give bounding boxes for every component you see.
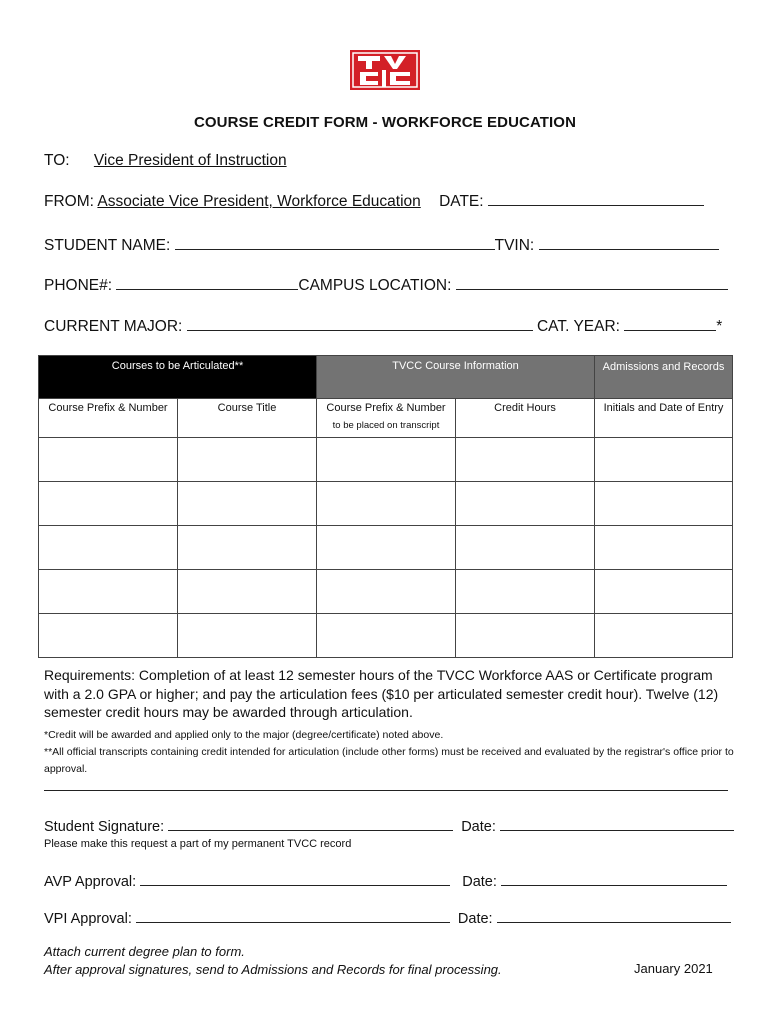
table-row (39, 526, 733, 570)
form-title: COURSE CREDIT FORM - WORKFORCE EDUCATION (193, 114, 577, 131)
header-courses-articulated: Courses to be Articulated** (39, 356, 317, 399)
footer-line-1: Attach current degree plan to form. (44, 944, 245, 959)
major-line (44, 316, 722, 336)
from-label: FROM: (44, 193, 94, 210)
student-date-field[interactable] (500, 816, 734, 831)
cell-input[interactable] (178, 614, 317, 658)
col-tvcc-prefix-label: Course Prefix & Number (326, 402, 446, 414)
student-line (44, 235, 719, 255)
cell-input[interactable] (456, 438, 595, 482)
cell-input[interactable] (317, 614, 456, 658)
vpi-signature-field[interactable] (136, 908, 450, 923)
phone-label: PHONE#: (44, 277, 113, 294)
to-value: Vice President of Instruction (93, 152, 287, 169)
date-field[interactable] (488, 191, 704, 206)
cell-input[interactable] (456, 570, 595, 614)
student-name-field[interactable] (175, 235, 495, 250)
phone-field[interactable] (116, 275, 298, 290)
vpi-approval-line (44, 908, 731, 927)
cell-input[interactable] (456, 482, 595, 526)
campus-label: CAMPUS LOCATION: (298, 277, 452, 294)
student-date-label: Date: (461, 819, 496, 835)
tvin-label: TVIN: (494, 237, 535, 254)
tvcc-logo (350, 50, 420, 90)
date-label: DATE: (439, 193, 484, 210)
from-line (44, 191, 704, 211)
cell-input[interactable] (595, 614, 733, 658)
cell-input[interactable] (317, 526, 456, 570)
col-tvcc-prefix-note: to be placed on transcript (332, 420, 440, 431)
avp-label: AVP Approval: (44, 874, 137, 890)
col-prefix-number: Course Prefix & Number (39, 399, 178, 438)
student-signature-label: Student Signature: (44, 819, 165, 835)
header-admissions-records: Admissions and Records (595, 356, 733, 399)
table-row (39, 482, 733, 526)
cell-input[interactable] (39, 482, 178, 526)
divider (44, 790, 728, 791)
cell-input[interactable] (595, 482, 733, 526)
major-field[interactable] (187, 316, 533, 331)
cell-input[interactable] (595, 570, 733, 614)
vpi-label: VPI Approval: (44, 911, 132, 927)
table-row (39, 614, 733, 658)
cat-year-label: CAT. YEAR: (536, 318, 620, 335)
cell-input[interactable] (39, 438, 178, 482)
avp-approval-line (44, 871, 727, 890)
vpi-date-field[interactable] (497, 908, 731, 923)
cell-input[interactable] (39, 570, 178, 614)
cell-input[interactable] (317, 438, 456, 482)
cell-input[interactable] (317, 570, 456, 614)
footer-instructions (44, 943, 502, 979)
col-tvcc-prefix-number (317, 399, 456, 438)
cell-input[interactable] (178, 482, 317, 526)
cell-input[interactable] (595, 438, 733, 482)
to-label: TO: (44, 152, 70, 169)
notes (44, 727, 734, 778)
note-transcripts: **All official transcripts containing credit intended for articulation (include other forms) must be received and evaluated by the registrar's office prior to approval. (44, 746, 734, 775)
student-signature-line (44, 816, 734, 835)
col-course-title: Course Title (178, 399, 317, 438)
requirements-text: Requirements: Completion of at least 12 semester hours of the TVCC Workforce AAS or Certificate program with a 2.0 GPA or higher; and pay the articulation fees ($10 per articulated semester credit hour). Twelve (12) semester credit hours may be awarded through articulation. (44, 667, 719, 720)
vpi-date-label: Date: (457, 911, 493, 927)
form-revision-date: January 2021 (634, 961, 713, 976)
phone-line (44, 275, 728, 295)
from-value: Associate Vice President, Workforce Education (97, 193, 421, 210)
cell-input[interactable] (178, 526, 317, 570)
to-line (44, 152, 287, 170)
cell-input[interactable] (456, 614, 595, 658)
table-row (39, 570, 733, 614)
cell-input[interactable] (178, 438, 317, 482)
avp-date-label: Date: (462, 874, 497, 890)
note-credit: *Credit will be awarded and applied only to the major (degree/certificate) noted above. (44, 729, 444, 741)
course-table (38, 355, 733, 658)
major-label: CURRENT MAJOR: (44, 318, 183, 335)
cell-input[interactable] (39, 526, 178, 570)
cell-input[interactable] (178, 570, 317, 614)
cat-year-asterisk: * (716, 318, 723, 335)
cell-input[interactable] (317, 482, 456, 526)
col-credit-hours: Credit Hours (456, 399, 595, 438)
avp-signature-field[interactable] (140, 871, 450, 886)
cell-input[interactable] (39, 614, 178, 658)
header-tvcc-course-info: TVCC Course Information (317, 356, 595, 399)
footer-line-2: After approval signatures, send to Admissions and Records for final processing. (44, 962, 502, 977)
student-name-label: STUDENT NAME: (44, 237, 171, 254)
col-initials-date: Initials and Date of Entry (595, 399, 733, 438)
cell-input[interactable] (595, 526, 733, 570)
tvin-field[interactable] (539, 235, 719, 250)
cell-input[interactable] (456, 526, 595, 570)
table-row (39, 438, 733, 482)
student-note: Please make this request a part of my permanent TVCC record (44, 838, 352, 850)
cat-year-field[interactable] (624, 316, 716, 331)
avp-date-field[interactable] (501, 871, 727, 886)
campus-field[interactable] (456, 275, 728, 290)
student-signature-field[interactable] (168, 816, 453, 831)
